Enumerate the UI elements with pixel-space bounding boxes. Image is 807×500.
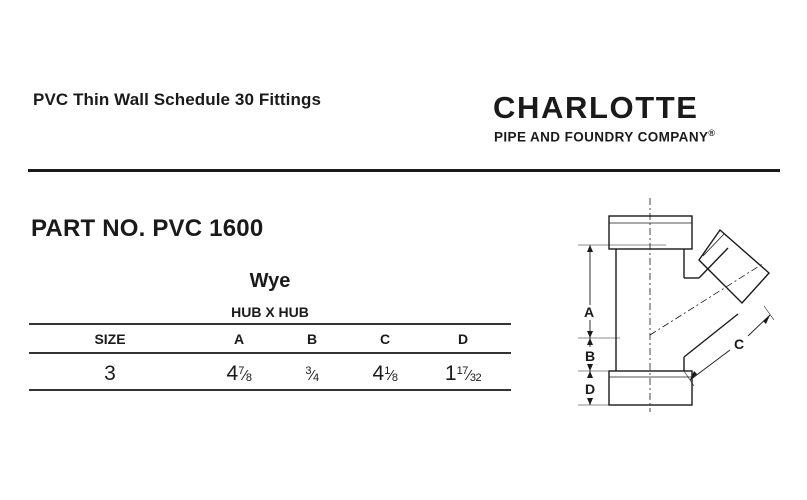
logo-subtitle-text: PIPE AND FOUNDRY COMPANY xyxy=(494,129,709,145)
cell-d-denominator: 32 xyxy=(469,372,482,384)
column-header-c: C xyxy=(379,331,391,347)
table-rule-header xyxy=(29,352,511,354)
header-divider xyxy=(28,169,780,172)
dim-a-arrow-top xyxy=(587,245,593,252)
dim-c-line-lower xyxy=(690,350,730,380)
fitting-name: Wye xyxy=(249,270,291,292)
cell-d-numerator: 17 xyxy=(456,365,468,377)
dim-label-b: B xyxy=(585,348,596,364)
table-cell-size: 3 xyxy=(104,362,116,385)
table-cell-d: $1^{17}⁄_{32}$ xyxy=(444,362,482,385)
column-header-d: D xyxy=(457,331,469,347)
table-cell-c: $4^1⁄_8$ xyxy=(372,362,398,385)
cell-c-denominator: 8 xyxy=(391,372,398,384)
dim-a-arrow-bottom xyxy=(587,331,593,338)
dim-d-arrow-top xyxy=(587,371,593,378)
dim-b-arrow-bottom xyxy=(587,364,593,371)
page-title: PVC Thin Wall Schedule 30 Fittings xyxy=(33,90,322,109)
dim-c-arrow-upper xyxy=(763,315,770,324)
table-cell-b: $^3⁄_4$ xyxy=(305,365,319,384)
registered-mark: ® xyxy=(708,128,716,138)
connection-type: HUB X HUB xyxy=(231,304,309,320)
cell-b-denominator: 4 xyxy=(313,372,319,384)
dim-label-d: D xyxy=(585,381,596,397)
dim-d-arrow-bottom xyxy=(587,398,593,405)
logo-wordmark: CHARLOTTE xyxy=(493,90,699,125)
top-hub xyxy=(609,216,692,249)
bottom-hub xyxy=(609,371,692,405)
cell-a-whole: 4 xyxy=(226,362,239,385)
company-logo xyxy=(493,92,783,146)
table-rule-bottom xyxy=(29,389,511,391)
cell-b-numerator: 3 xyxy=(305,365,311,377)
branch-body-upper xyxy=(699,248,728,278)
cell-d-whole: 1 xyxy=(444,362,457,385)
cell-c-numerator: 1 xyxy=(384,365,390,377)
logo-subtitle xyxy=(494,125,783,146)
cell-a-numerator: 7 xyxy=(238,365,244,377)
dim-b-arrow-top xyxy=(587,338,593,345)
column-header-size: SIZE xyxy=(94,331,126,347)
part-number: PART NO. PVC 1600 xyxy=(31,215,264,242)
column-header-b: B xyxy=(306,331,318,347)
wye-dimension-diagram xyxy=(550,190,790,420)
cell-c-whole: 4 xyxy=(372,362,385,385)
branch-hub-inner-line xyxy=(703,234,724,256)
table-cell-a: $4^7⁄_8$ xyxy=(226,362,252,385)
dim-label-c: C xyxy=(734,336,745,352)
column-header-a: A xyxy=(233,331,245,347)
branch-centerline xyxy=(650,263,764,335)
table-rule-top xyxy=(29,323,511,325)
cell-a-denominator: 8 xyxy=(245,372,252,384)
dim-label-a: A xyxy=(584,304,595,320)
dim-c-extension-upper xyxy=(764,306,774,320)
